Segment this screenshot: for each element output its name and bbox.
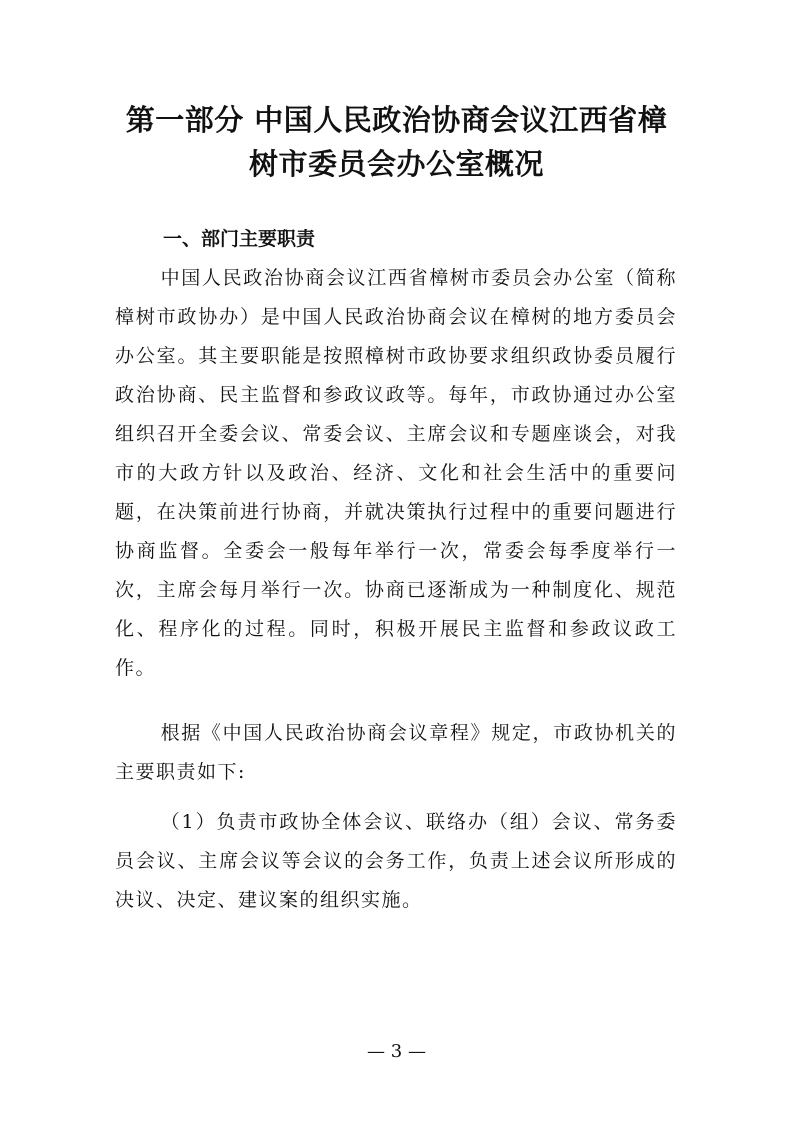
page-title — [100, 98, 693, 186]
section-heading: 一、部门主要职责 — [163, 228, 316, 250]
page-number: — 3 — — [367, 1041, 426, 1062]
title-line-1: 第一部分 中国人民政治协商会议江西省樟 — [125, 103, 668, 137]
body-paragraph: 根据《中国人民政治协商会议章程》规定，市政协机关的主要职责如下: — [115, 722, 677, 783]
body-paragraph: （1）负责市政协全体会议、联络办（组）会议、常务委员会议、主席会议等会议的会务工作，负责上述会议所形成的决议、决定、建议案的组织实施。 — [115, 811, 677, 911]
title-line-2: 树市委员会办公室概况 — [248, 147, 544, 181]
body-paragraph: 中国人民政治协商会议江西省樟树市委员会办公室（简称樟树市政协办）是中国人民政治协商会议在樟树的地方委员会办公室。其主要职能是按照樟树市政协要求组织政协委员履行政治协商、民主监督和参政议政等。每年，市政协通过办公室组织召开全委会议、常委会议、主席会议和专题座谈会，对我市的大政方针以及政治、经济、文化和社会生活中的重要问题，在决策前进行协商，并就决策执行过程中的重要问题进行协商监督。全委会一般每年举行一次，常委会每季度举行一次，主席会每月举行一次。协商已逐渐成为一种制度化、规范化、程序化的过程。同时，积极开展民主监督和参政议政工作。 — [115, 267, 677, 679]
